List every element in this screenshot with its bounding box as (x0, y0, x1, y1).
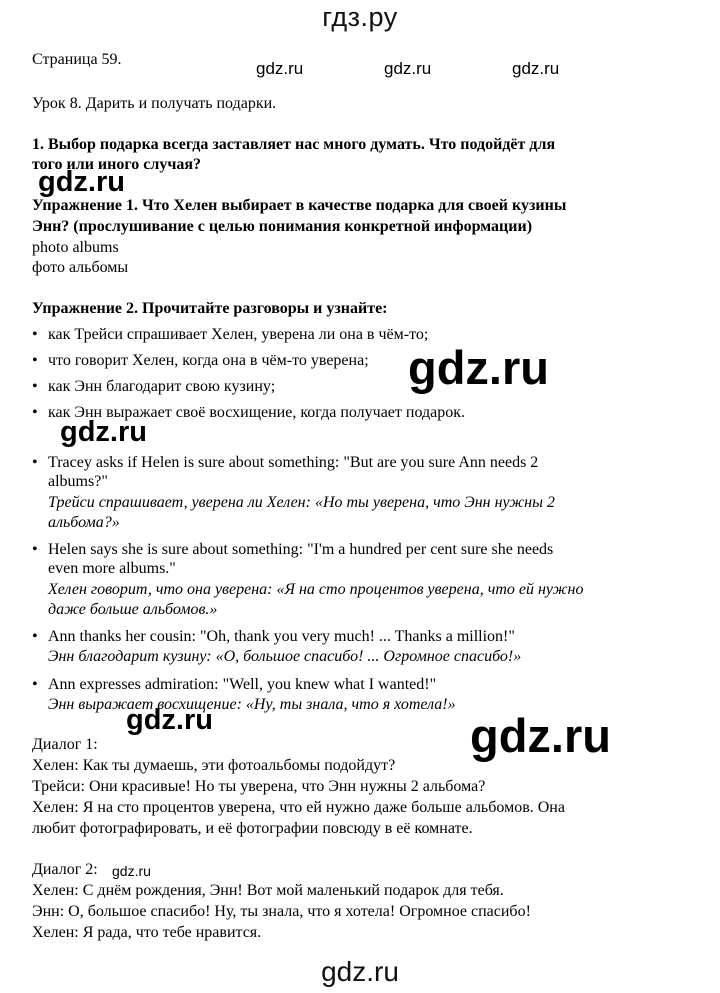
dialog1-title: Диалог 1: (32, 736, 98, 753)
bullet: • (32, 454, 38, 471)
site-header-logo[interactable]: гдз.ру (322, 2, 398, 32)
bullet: • (32, 676, 38, 693)
exercise2-title: Упражнение 2. Прочитайте разговоры и узнайте: (32, 300, 388, 317)
question-text: как Энн благодарит свою кузину; (48, 378, 276, 395)
watermark: gdz.ru (512, 59, 560, 78)
bullet: • (32, 404, 38, 421)
exercise1-answer-ru: фото альбомы (32, 259, 129, 276)
dialog2-line: Хелен: С днём рождения, Энн! Вот мой маленький подарок для тебя. (32, 882, 504, 899)
task1-line2: того или иного случая? (32, 156, 201, 173)
answer-ru-line: даже больше альбомов.» (48, 601, 218, 618)
question-text: что говорит Хелен, когда она в чём-то уверена; (48, 352, 369, 369)
watermark: gdz.ru (60, 416, 147, 448)
answer-en-line: Ann expresses admiration: "Well, you knew what I wanted!" (48, 676, 437, 693)
exercise1-title-line1: Упражнение 1. Что Хелен выбирает в качестве подарка для своей кузины (32, 197, 567, 214)
watermark: gdz.ru (126, 704, 213, 736)
exercise1-title-line2: Энн? (прослушивание с целью понимания конкретной информации) (32, 218, 533, 235)
answer-en-line: albums?" (48, 473, 108, 490)
dialog1-line: любит фотографировать, и её фотографии повсюду в её комнате. (32, 820, 473, 837)
question-text: как Энн выражает своё восхищение, когда получает подарок. (48, 404, 466, 421)
watermark: gdz.ru (112, 863, 151, 879)
watermark: gdz.ru (384, 59, 432, 78)
bullet: • (32, 378, 38, 395)
exercise1-answer-en: photo albums (32, 239, 119, 256)
lesson-title: Урок 8. Дарить и получать подарки. (32, 95, 277, 112)
answer-ru-line: Энн благодарит кузину: «О, большое спасибо! ... Огромное спасибо!» (48, 648, 522, 665)
bullet: • (32, 352, 38, 369)
watermark: gdz.ru (470, 709, 611, 762)
answer-en-line: Ann thanks her cousin: "Oh, thank you very much! ... Thanks a million!" (48, 628, 515, 645)
bullet: • (32, 541, 38, 558)
bullet: • (32, 326, 38, 343)
watermark: gdz.ru (408, 341, 549, 394)
answer-ru-line: Трейси спрашивает, уверена ли Хелен: «Но ты уверена, что Энн нужны 2 (48, 494, 555, 511)
dialog1-line: Хелен: Я на сто процентов уверена, что ей нужно даже больше альбомов. Она (32, 799, 565, 816)
answer-ru-line: альбома?» (48, 514, 120, 531)
answer-en-line: even more albums." (48, 560, 176, 577)
question-text: как Трейси спрашивает Хелен, уверена ли она в чём-то; (48, 326, 429, 343)
bullet: • (32, 628, 38, 645)
dialog1-line: Хелен: Как ты думаешь, эти фотоальбомы подойдут? (32, 757, 396, 774)
task1-line1: 1. Выбор подарка всегда заставляет нас много думать. Что подойдёт для (32, 136, 556, 153)
site-footer-logo[interactable]: gdz.ru (321, 956, 399, 987)
dialog2-line: Хелен: Я рада, что тебе нравится. (32, 924, 262, 941)
dialog2-title: Диалог 2: (32, 861, 98, 878)
page-number: Страница 59. (32, 51, 122, 68)
dialog1-line: Трейси: Они красивые! Но ты уверена, что Энн нужны 2 альбома? (32, 778, 486, 795)
watermark: gdz.ru (38, 166, 125, 198)
answer-ru-line: Энн выражает восхищение: «Ну, ты знала, что я хотела!» (48, 696, 456, 713)
answer-ru-line: Хелен говорит, что она уверена: «Я на сто процентов уверена, что ей нужно (48, 581, 584, 598)
watermark: gdz.ru (256, 59, 304, 78)
dialog2-line: Энн: О, большое спасибо! Ну, ты знала, что я хотела! Огромное спасибо! (32, 903, 531, 920)
answer-en-line: Helen says she is sure about something: "I'm a hundred per cent sure she needs (48, 541, 554, 558)
answer-en-line: Tracey asks if Helen is sure about something: "But are you sure Ann needs 2 (48, 454, 539, 471)
